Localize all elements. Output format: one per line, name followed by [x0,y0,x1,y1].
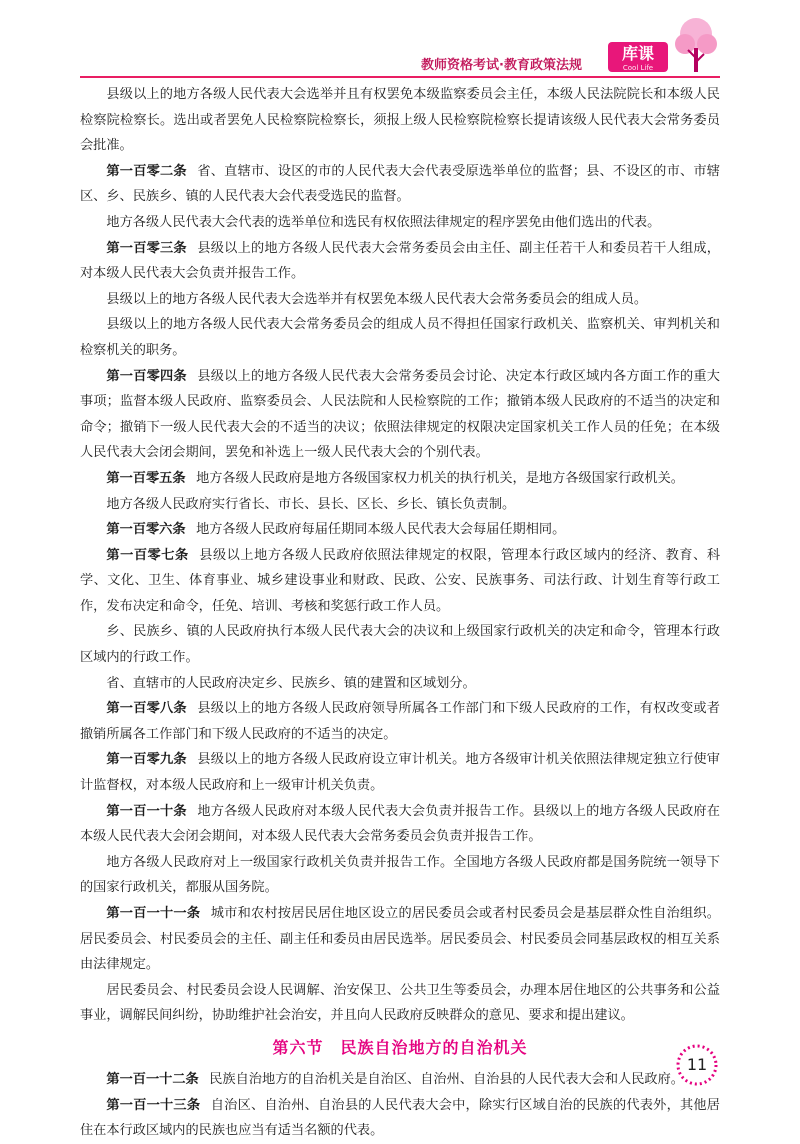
paragraph-text: 县级以上的地方各级人民代表大会常务委员会讨论、决定本行政区域内各方面工作的重大事项；监督本级人民政府、监察委员会、人民法院和人民检察院的工作；撤销本级人民政府的不适当的决定和命令；撤销下一级人民代表大会的不适当的决议；依照法律规定的权限决定国家机关工作人员的任免；在本级人民代表大会闭会期间，罢免和补选上一级人民代表大会的个别代表。 [80,368,720,461]
paragraph [80,1093,720,1144]
paragraph-text: 省、直辖市、设区的市的人民代表大会代表受原选举单位的监督；县、不设区的市、市辖区、乡、民族乡、镇的人民代表大会代表受选民的监督。 [80,163,720,205]
article-number: 第一百零二条 [106,163,187,179]
paragraph [80,287,720,313]
paragraph [80,159,720,210]
article-number: 第一百零五条 [106,470,186,486]
paragraph-text: 县级以上的地方各级人民政府设立审计机关。地方各级审计机关依照法律规定独立行使审计监督权，对本级人民政府和上一级审计机关负责。 [80,752,720,794]
article-number: 第一百一十一条 [106,906,201,921]
article-number: 第一百零九条 [106,752,187,768]
logo-main-text: 库课 [621,44,654,63]
article-number: 第一百零六条 [106,522,186,538]
article-number: 第一百零七条 [106,547,189,563]
paragraph [80,312,720,363]
paragraph-text: 地方各级人民政府实行省长、市长、县长、区长、乡长、镇长负责制。 [106,496,516,512]
header-title: 教师资格考试·教育政策法规 [421,58,582,73]
article-number: 第一百零八条 [106,701,187,717]
paragraph-text: 居民委员会、村民委员会设人民调解、治安保卫、公共卫生等委员会，办理本居住地区的公共事务和公益事业，调解民间纠纷，协助维护社会治安，并且向人民政府反映群众的意见、要求和提出建议。 [80,982,720,1024]
paragraph-text: 县级以上的地方各级人民代表大会常务委员会的组成人员不得担任国家行政机关、监察机关、审判机关和检察机关的职务。 [80,317,720,358]
document-body [80,82,720,1144]
paragraph-text: 地方各级人民代表大会代表的选举单位和选民有权依照法律规定的程序罢免由他们选出的代表。 [106,214,661,230]
paragraph [80,747,720,798]
article-number: 第一百一十三条 [106,1097,201,1113]
article-number: 第一百一十二条 [106,1071,199,1087]
paragraph-text: 城市和农村按居民居住地区设立的居民委员会或者村民委员会是基层群众性自治组织。居民委员会、村民委员会的主任、副主任和委员由居民选举。居民委员会、村民委员会同基层政权的相互关系由法律规定。 [80,906,720,973]
paragraph-text: 县级以上地方各级人民政府依照法律规定的权限，管理本行政区域内的经济、教育、科学、文化、卫生、体育事业、城乡建设事业和财政、民政、公安、民族事务、司法行政、计划生育等行政工作，发布决定和命令，任免、培训、考核和奖惩行政工作人员。 [80,547,721,614]
page-number-badge [674,1042,720,1088]
paragraph-text: 县级以上的地方各级人民代表大会常务委员会由主任、副主任若干人和委员若干人组成，对本级人民代表大会负责并报告工作。 [80,240,720,282]
paragraph-text: 民族自治地方的自治机关是自治区、自治州、自治县的人民代表大会和人民政府。 [209,1071,684,1087]
paragraph [80,671,720,697]
paragraph [80,492,720,518]
paragraph-text: 县级以上的地方各级人民代表大会选举并有权罢免本级人民代表大会常务委员会的组成人员。 [106,291,648,307]
paragraph [80,978,720,1029]
paragraph [80,364,720,466]
paragraph [80,466,720,492]
paragraph-text: 县级以上的地方各级人民政府领导所属各工作部门和下级人民政府的工作，有权改变或者撤销所属各工作部门和下级人民政府的不适当的决定。 [80,701,720,742]
article-number: 第一百零四条 [106,368,187,384]
paragraph-text: 地方各级人民政府对本级人民代表大会负责并报告工作。县级以上的地方各级人民政府在本级人民代表大会闭会期间，对本级人民代表大会常务委员会负责并报告工作。 [80,803,720,845]
tree-decoration-icon [672,14,720,76]
paragraph-text: 乡、民族乡、镇的人民政府执行本级人民代表大会的决议和上级国家行政机关的决定和命令，管理本行政区域内的行政工作。 [80,624,720,666]
paragraph-text: 自治区、自治州、自治县的人民代表大会中，除实行区域自治的民族的代表外，其他居住在本行政区域内的民族也应当有适当名额的代表。 [80,1097,720,1139]
paragraph [80,236,720,287]
paragraph-text: 地方各级人民政府对上一级国家行政机关负责并报告工作。全国地方各级人民政府都是国务院统一领导下的国家行政机关，都服从国务院。 [80,854,720,896]
paragraph [80,619,720,670]
paragraph [80,696,720,747]
paragraph [80,850,720,901]
paragraph-text: 地方各级人民政府每届任期同本级人民代表大会每届任期相同。 [196,522,566,538]
paragraph-text: 地方各级人民政府是地方各级国家权力机关的执行机关，是地方各级国家行政机关。 [196,470,684,486]
article-number: 第一百一十条 [106,803,187,819]
paragraph-text: 省、直辖市的人民政府决定乡、民族乡、镇的建置和区域划分。 [106,675,476,691]
brand-logo [608,42,668,72]
page-number: 11 [686,1055,708,1074]
paragraph [80,901,720,978]
paragraph [80,799,720,850]
paragraph [80,1067,720,1093]
paragraph-text: 县级以上的地方各级人民代表大会选举并且有权罢免本级监察委员会主任，本级人民法院院长和本级人民检察院检察长。选出或者罢免人民检察院检察长，须报上级人民检察院检察长提请该级人民代表大会常务委员会批准。 [80,87,720,154]
logo-sub-text: Cool Life [622,64,654,72]
section-title: 第六节 民族自治地方的自治机关 [272,1037,528,1057]
paragraph [80,543,720,620]
paragraph [80,82,720,159]
paragraph [80,517,720,543]
page-header [0,0,800,80]
article-number: 第一百零三条 [106,240,187,256]
paragraph [80,210,720,236]
header-divider [80,76,720,78]
